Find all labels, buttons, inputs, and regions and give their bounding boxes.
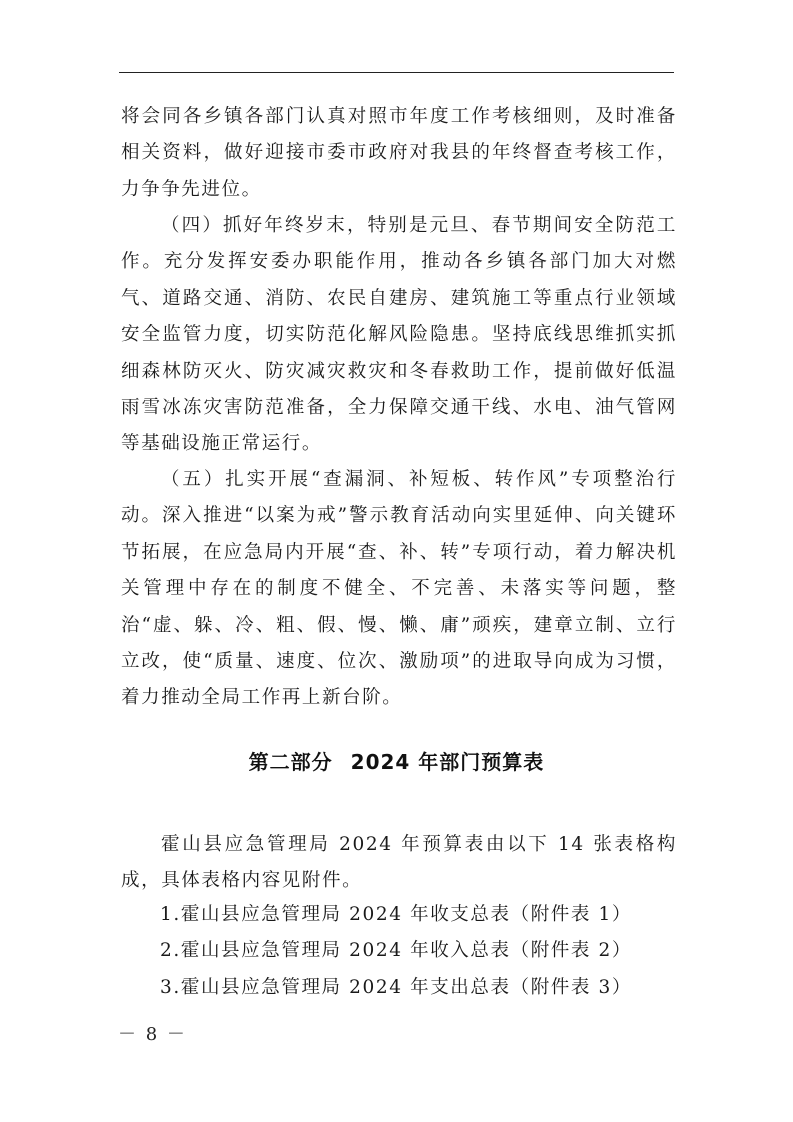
section-title-text: 2024 年部门预算表 [350, 750, 545, 774]
section-part-label: 第二部分 [248, 750, 333, 774]
list-item: 3.霍山县应急管理局 2024 年支出总表（附件表 3） [160, 976, 632, 998]
budget-intro-paragraph: 霍山县应急管理局 2024 年预算表由以下 14 张表格构成，具体表格内容见附件。 [121, 834, 677, 892]
paragraph-continuation: 将会同各乡镇各部门认真对照市年度工作考核细则，及时准备相关资料，做好迎接市委市政府对我县的年终督查考核工作，力争争先进位。 [121, 106, 677, 200]
paragraph-item-four: （四）抓好年终岁末，特别是元旦、春节期间安全防范工作。充分发挥安委办职能作用，推动各乡镇各部门加大对燃气、道路交通、消防、农民自建房、建筑施工等重点行业领域安全监管力度，切实防范化解风险隐患。坚持底线思维抓实抓细森林防灭火、防灾减灾救灾和冬春救助工作，提前做好低温雨雪冰冻灾害防范准备，全力保障交通干线、水电、油气管网等基础设施正常运行。 [121, 215, 677, 455]
list-item: 1.霍山县应急管理局 2024 年收支总表（附件表 1） [160, 904, 632, 925]
section-heading [0, 746, 793, 775]
header-rule [119, 72, 674, 73]
list-item: 2.霍山县应急管理局 2024 年收入总表（附件表 2） [160, 940, 632, 962]
paragraph-item-five: （五）扎实开展“查漏洞、补短板、转作风”专项整治行动。深入推进“以案为戒”警示教育活动向实里延伸、向关键环节拓展，在应急局内开展“查、补、转”专项行动，着力解决机关管理中存在的制度不健全、不完善、未落实等问题，整治“虚、躲、冷、粗、假、慢、懒、庸”顽疾，建章立制、立行立改，使“质量、速度、位次、激励项”的进取导向成为习惯，着力推动全局工作再上新台阶。 [121, 469, 677, 709]
table-list [160, 897, 632, 1006]
page-number: － 8 － [118, 1024, 187, 1045]
